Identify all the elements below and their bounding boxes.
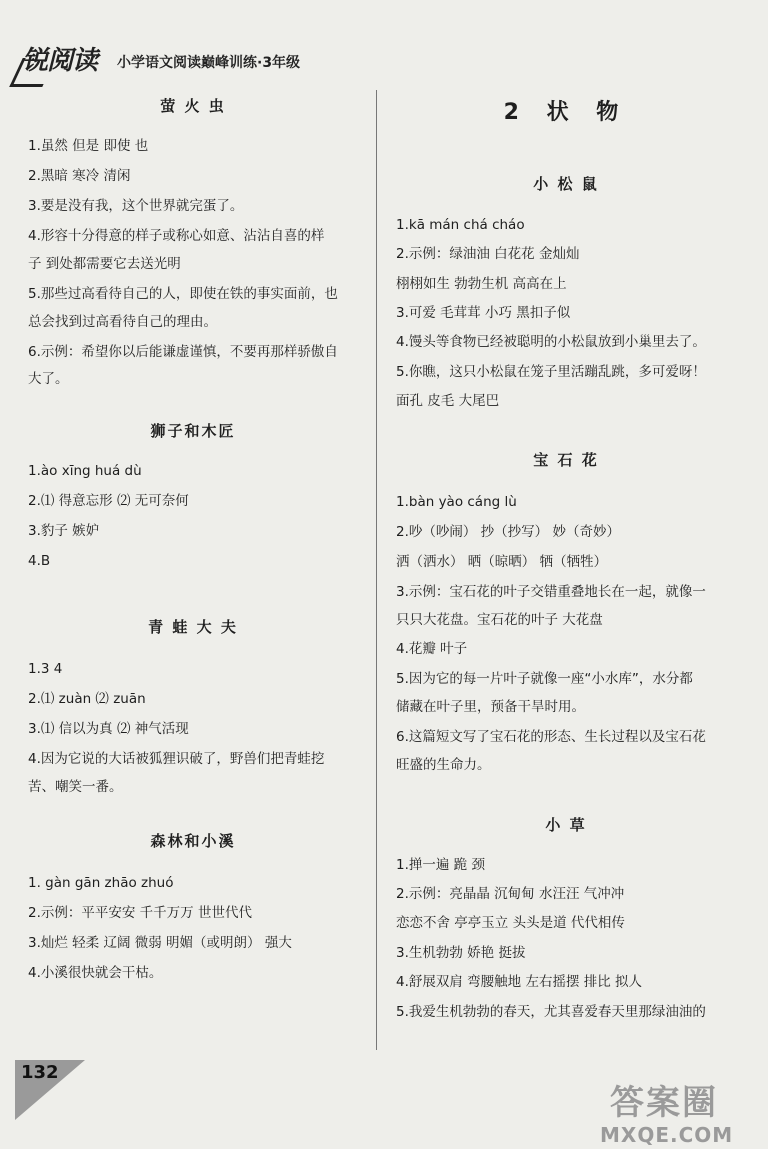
section-title: 森林和小溪 [150,832,236,850]
page-number: 132 [21,1062,59,1083]
answer-line: 4.馒头等食物已经被聪明的小松鼠放到小巢里去了。 [396,334,706,350]
answer-line: 2.示例：平平安安 千千万万 世世代代 [28,905,252,921]
answer-line: 3.可爱 毛茸茸 小巧 黑扣子似 [396,305,571,321]
answer-line: 2.示例：绿油油 白花花 金灿灿 [396,246,580,262]
answer-line: 5.因为它的每一片叶子就像一座“小水库”，水分都 [396,671,693,687]
section-title: 萤 火 虫 [160,97,226,115]
answer-line: 4.舒展双肩 弯腰触地 左右摇摆 排比 拟人 [396,974,643,990]
section-forest-brook [28,830,358,981]
answer-line: 储藏在叶子里，预备干旱时用。 [396,699,585,715]
section-frog-doctor [28,616,358,795]
watermark-text: 答案圈 [610,1083,718,1123]
answer-line: 面孔 皮毛 大尾巴 [396,393,500,409]
section-title: 青 蛙 大 夫 [148,618,238,636]
answer-line: 子 到处都需要它去送光明 [28,256,181,272]
answer-line: 3.豹子 嫉妒 [28,523,100,539]
answer-line: 旺盛的生命力。 [396,757,491,773]
answer-line: 2.示例：亮晶晶 沉甸甸 水汪汪 气冲冲 [396,886,625,902]
section-firefly [28,95,358,387]
section-title: 小 草 [545,816,587,834]
section-squirrel [396,173,736,409]
section-jade-flower [396,449,736,773]
answer-line: 2.吵（吵闹） 抄（抄写） 妙（奇妙） [396,524,620,540]
section-grass [396,814,736,1020]
answer-line: 3.示例：宝石花的叶子交错重叠地长在一起，就像一 [396,584,706,600]
answer-line: 1.ào xīng huá dù [28,463,142,479]
answer-line: 3.灿烂 轻柔 辽阔 微弱 明媚（或明朗） 强大 [28,935,292,951]
answer-line: 恋恋不舍 亭亭玉立 头头是道 代代相传 [396,915,625,931]
answer-line: 5.我爱生机勃勃的春天，尤其喜爱春天里那绿油油的 [396,1004,706,1020]
column-divider [376,90,377,1050]
watermark-url: MXQE.COM [600,1123,734,1147]
section-title: 宝 石 花 [533,451,599,469]
answer-line: 3.⑴ 信以为真 ⑵ 神气活现 [28,721,189,737]
answer-line: 1.虽然 但是 即使 也 [28,138,149,154]
answer-line: 大了。 [28,371,69,387]
brand-logo: 锐阅读 [22,40,97,77]
answer-line: 4.小溪很快就会干枯。 [28,965,163,981]
answer-line: 1.bàn yào cáng lù [396,494,517,510]
series-title: 小学语文阅读巅峰训练·3年级 [117,55,301,71]
answer-line: 4.B [28,553,51,569]
page-header [22,40,422,90]
page-number-badge [15,1060,85,1120]
answer-line: 4.花瓣 叶子 [396,641,468,657]
section-title: 小 松 鼠 [533,175,599,193]
answer-line: 1. gàn gān zhāo zhuó [28,875,174,891]
unit-title: 2 状 物 [503,100,629,125]
answer-line: 洒（洒水） 晒（晾晒） 牺（牺牲） [396,554,608,570]
answer-line: 1.掸一遍 跪 颈 [396,857,485,873]
answer-line: 1.3 4 [28,661,63,677]
section-title: 狮子和木匠 [150,422,236,440]
answer-line: 4.形容十分得意的样子或称心如意、沾沾自喜的样 [28,228,325,244]
answer-line: 5.那些过高看待自己的人，即使在铁的事实面前，也 [28,286,338,302]
answer-line: 1.kā mán chá cháo [396,217,525,233]
answer-line: 苦、嘲笑一番。 [28,779,123,795]
answer-line: 总会找到过高看待自己的理由。 [28,314,217,330]
answer-line: 只只大花盘。宝石花的叶子 大花盘 [396,612,603,628]
answer-line: 3.生机勃勃 娇艳 挺拔 [396,945,526,961]
section-lion-carpenter [28,420,358,569]
answer-line: 3.要是没有我，这个世界就完蛋了。 [28,198,244,214]
answer-line: 4.因为它说的大话被狐狸识破了，野兽们把青蛙挖 [28,751,325,767]
answer-line: 2.⑴ 得意忘形 ⑵ 无可奈何 [28,493,189,509]
answer-line: 6.示例：希望你以后能谦虚谨慎，不要再那样骄傲自 [28,344,338,360]
answer-line: 2.黑暗 寒冷 清闲 [28,168,131,184]
answer-line: 栩栩如生 勃勃生机 高高在上 [396,276,567,292]
answer-line: 2.⑴ zuàn ⑵ zuān [28,691,146,707]
answer-line: 6.这篇短文写了宝石花的形态、生长过程以及宝石花 [396,729,706,745]
watermark-logo [600,1075,750,1145]
answer-line: 5.你瞧，这只小松鼠在笼子里活蹦乱跳，多可爱呀！ [396,364,706,380]
